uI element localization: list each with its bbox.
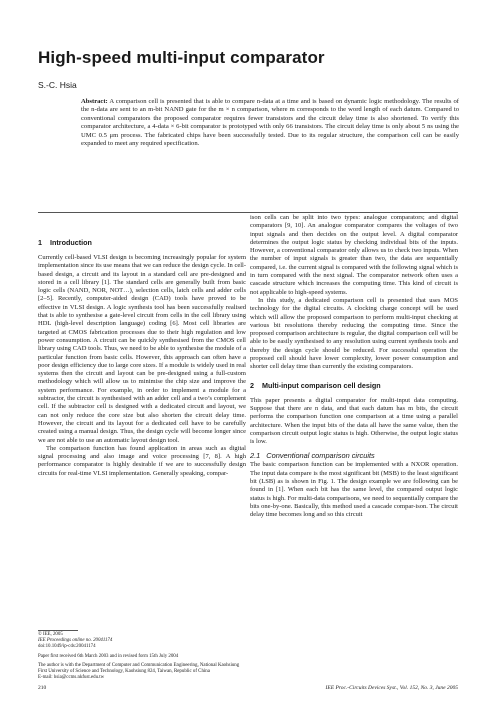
section-1-number: 1 bbox=[38, 238, 42, 247]
abstract-divider bbox=[38, 212, 458, 213]
subsection-2-1-paragraph-1: The basic comparison function can be implemented with a NXOR operation. The input data compare is the most significant bit (MSB) to the least significant bit (LSB) as is shown in Fig. 1. The design example we are following can be found in [1]. When each bit has the same level, the compared output logic status is high. For multi-data comparisons, we need to sequentially compare the bits one-by-one. Basically, this method used a cascade compar-ison. The circuit delay time becomes long and so this circuit bbox=[250, 461, 458, 519]
section-1-paragraph-1: Currently cell-based VLSI design is becoming increasingly popular for system implementation since its use means that we can reduce the design cycle. In cell-based design, a circuit and its layout in a standard cell are pre-designed and stored in a cell library [1]. The standard cells are generally built from basic logic cells (NAND, NOR, NOT…), selection cells, latch cells and adder cells [2–5]. Recently, computer-aided design (CAD) tools have proved to be effective in VLSI design. A logic synthesis tool has been successfully realised that is able to synthesise a gate-level circuit from cells in the cell library using HDL (high-level description language) coding [6]. Most cell libraries are targeted at CMOS fabrication processes due to their high regulation and low power consumption. A circuit can be quickly synthesised from the CMOS cell library using CAD tools. Thus, we need to be able to synthesise the module of a particular function from basic cells. However, this approach can often have a poor design efficiency due to large core sizes. If a module is widely used in real systems then the circuit and layout can be pre-designed using a full-custom methodology which will allow us to minimise the chip size and improve the system performance. For example, in order to implement a module for a subtractor, the circuit is synthesised with an adder cell and a two’s complement cell. If the subtractor cell is designed with a dedicated circuit and layout, we can not only reduce the core size but also shorten the circuit delay time. However, the circuit and its layout for a dedicated cell have to be carefully created using a manual design. Thus, the design cycle will become longer since we are not able to use an automatic layout design tool. bbox=[38, 254, 246, 444]
section-1-paragraph-3: ison cells can be split into two types: analogue comparators; and digital comparators [9, 10]. An analogue comparator compares the voltages of two input signals and then decides on the output level. A digital comparator determines the output logic status by checking individual bits of the inputs. However, a conventional comparator only allows us to check two inputs. When the number of input signals is greater than two, the data are sequentially compared, i.e. the current signal is compared with the following signal which is in turn compared with the next signal. The comparator network often uses a cascade structure which increases the computing time. This kind of circuit is not applicable to high-speed systems. bbox=[250, 214, 458, 296]
subsection-2-1-title: Conventional comparison circuits bbox=[266, 451, 375, 461]
abstract-label: Abstract: bbox=[81, 98, 108, 105]
footnote-divider bbox=[38, 630, 78, 631]
section-1-paragraph-2: The comparison function has found application in areas such as digital signal processing and also image and voice processing [7, 8]. A high performance comparator is highly desirable if we are to successfully design circuits for real-time VLSI implementation. Generally speaking, compar- bbox=[38, 444, 246, 477]
paper-title: High-speed multi-input comparator bbox=[38, 48, 325, 67]
subsection-2-1-heading bbox=[250, 451, 458, 460]
section-2-paragraph-1: This paper presents a digital comparator for multi-input data computing. Suppose that there are n data, and that each datum has m bits, the circuit performs the comparison function one comparison at a time using a parallel architecture. When the input bits of the data all have the same value, then the comparison circuit output logic status is high. Otherwise, the output logic status is low. bbox=[250, 396, 458, 446]
footnote-affiliation: The author is with the Department of Computer and Communication Engineering, National Kaohsiung First University of Science and Technology, Kaohsiung 824, Taiwan, Republic of China bbox=[38, 662, 240, 675]
journal-citation: IEE Proc.-Circuits Devices Syst., Vol. 152, No. 3, June 2005 bbox=[325, 685, 458, 691]
section-1-paragraph-4: In this study, a dedicated comparison cell is presented that uses MOS technology for the digital circuits. A clocking charge concept will be used which will allow the proposed comparison to perform multi-input checking at various bit resolutions thereby reducing the computing time. Since the proposed comparison architecture is regular, the digital comparison cell will be able to be easily synthesised to any resolution using current synthesis tools and thereby the design cycle should be reduced. For successful operation the proposed cell should have lower complexity, lower power consumption and shorter cell delay time than currently the existing comparators. bbox=[250, 296, 458, 371]
section-2-number: 2 bbox=[250, 380, 254, 390]
right-column bbox=[250, 214, 458, 520]
footnote-email: E-mail: hsia@ccms.nkfust.edu.tw bbox=[38, 675, 105, 681]
footnote-copyright: © IEE, 2005 bbox=[38, 632, 63, 637]
section-1-heading bbox=[38, 238, 246, 247]
footnote-online: IEE Proceedings online no. 20041174 bbox=[38, 638, 113, 644]
footnote-received: Paper first received 6th March 2003 and in revised form 15th July 2004 bbox=[38, 653, 179, 659]
footnotes bbox=[38, 632, 246, 681]
subsection-2-1-number: 2.1 bbox=[250, 451, 261, 461]
footnote-doi: doi:10.1049/ip-cds:20041174 bbox=[38, 644, 96, 650]
section-2-title: Multi-input comparison cell design bbox=[262, 380, 381, 390]
page-number: 210 bbox=[38, 685, 47, 691]
section-1-title: Introduction bbox=[50, 238, 92, 247]
left-column bbox=[38, 238, 246, 478]
abstract bbox=[81, 98, 459, 148]
section-2-heading bbox=[250, 381, 458, 390]
abstract-text: A comparison cell is presented that is able to compare n-data at a time and is based on dynamic logic methodology. The results of the n-data are sent to an m-bit NAND gate for the m × n comparison, where m corresponds to the word length of each datum. Compared to conventional comparators the proposed comparator requires fewer transistors and the circuit delay time is also shortened. To verify this comparator architecture, a 4-data × 6-bit comparator is prototyped with only 66 transistors. The circuit delay time is only about 5 ns using the UMC 0.5 μm process. The fabricated chips have been successfully tested. Due to its regular structure, the comparison cell can be easily expanded to meet any required specification. bbox=[81, 98, 459, 148]
author-name: S.-C. Hsia bbox=[38, 80, 77, 90]
